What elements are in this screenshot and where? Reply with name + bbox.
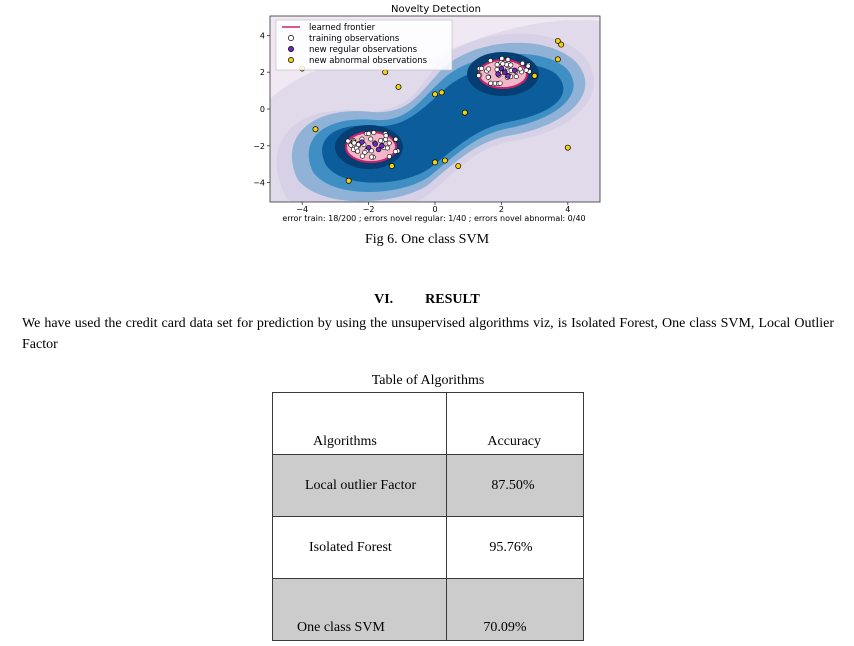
training-point <box>498 81 502 85</box>
training-point <box>387 154 391 158</box>
abnormal-point <box>462 110 467 115</box>
training-point <box>518 67 522 71</box>
abnormal-point <box>389 163 394 168</box>
abnormal-point <box>532 73 537 78</box>
abnormal-point <box>555 57 560 62</box>
training-point <box>346 139 350 143</box>
row-accuracy: 87.50% <box>491 477 535 493</box>
abnormal-point <box>396 84 401 89</box>
training-point <box>486 75 490 79</box>
x-tick-label: −4 <box>296 205 309 214</box>
regular-point <box>496 72 501 77</box>
header-algorithms: Algorithms <box>313 434 377 449</box>
y-tick-label: 4 <box>259 31 265 41</box>
abnormal-point <box>383 70 388 75</box>
legend <box>276 20 452 70</box>
table-row <box>273 455 584 517</box>
training-point <box>387 141 391 145</box>
training-point <box>384 133 388 137</box>
y-tick-label: 0 <box>259 105 265 114</box>
training-point <box>378 139 382 143</box>
section-title: RESULT <box>425 292 480 307</box>
training-point <box>524 68 528 72</box>
training-point <box>486 67 490 71</box>
abnormal-point <box>432 92 437 97</box>
training-point <box>479 66 483 70</box>
training-point <box>372 130 376 134</box>
training-point <box>506 57 510 61</box>
training-point <box>520 61 524 65</box>
regular-point <box>360 140 365 145</box>
abnormal-point <box>559 42 564 47</box>
section-number: VI. <box>374 292 394 307</box>
legend-learned-frontier: learned frontier <box>309 23 376 33</box>
x-tick-label: 2 <box>498 205 504 214</box>
legend-regular: new regular observations <box>309 45 418 55</box>
figure-title: Novelty Detection <box>390 4 482 15</box>
training-point <box>501 62 505 66</box>
row-accuracy: 95.76% <box>489 539 533 555</box>
training-point <box>385 146 389 150</box>
table-header-row <box>273 393 584 455</box>
regular-point <box>366 145 371 150</box>
x-axis-label: error train: 18/200 ; errors novel regular: 1/40 ; errors novel abnormal: 0/40 <box>282 214 586 223</box>
novelty-detection-figure <box>253 0 614 226</box>
y-axis <box>253 31 270 187</box>
training-point <box>360 154 364 158</box>
training-point <box>500 56 504 60</box>
row-algorithm: Local outlier Factor <box>305 477 417 493</box>
header-accuracy: Accuracy <box>487 434 542 449</box>
abnormal-point <box>565 145 570 150</box>
training-point <box>476 73 480 77</box>
x-axis <box>296 202 570 214</box>
training-point <box>352 141 356 145</box>
row-algorithm: Isolated Forest <box>309 539 392 555</box>
training-point <box>514 74 518 78</box>
regular-point <box>373 142 378 147</box>
regular-point <box>506 73 511 78</box>
abnormal-point <box>432 160 437 165</box>
algorithms-table <box>272 392 584 641</box>
training-point <box>367 131 371 135</box>
legend-abnormal: new abnormal observations <box>309 56 428 66</box>
table-row <box>273 579 584 641</box>
row-accuracy: 70.09% <box>483 620 527 635</box>
training-point <box>488 58 492 62</box>
row-algorithm: One class SVM <box>297 620 385 635</box>
abnormal-point <box>313 127 318 132</box>
abnormal-point <box>346 178 351 183</box>
training-point <box>393 149 397 153</box>
table-row <box>273 517 584 579</box>
y-tick-label: −4 <box>253 178 265 188</box>
regular-point <box>499 66 504 71</box>
y-tick-label: 2 <box>259 68 265 78</box>
x-tick-label: 0 <box>432 205 438 214</box>
x-tick-label: 4 <box>565 205 571 214</box>
section-heading <box>0 292 854 308</box>
training-point <box>369 155 373 159</box>
legend-training: training observations <box>309 34 400 44</box>
training-point <box>355 149 359 153</box>
x-tick-label: −2 <box>362 205 375 214</box>
result-paragraph: We have used the credit card data set for prediction by using the unsupervised algorithms viz, is Isolated Forest, One class SVM, Local Outlier Factor <box>22 316 834 352</box>
training-point <box>509 63 513 67</box>
abnormal-point <box>456 163 461 168</box>
abnormal-point <box>439 90 444 95</box>
table-caption: Table of Algorithms <box>371 373 485 388</box>
y-tick-label: −2 <box>253 141 265 151</box>
training-point <box>488 81 492 85</box>
regular-point <box>379 143 384 148</box>
training-point <box>495 67 499 71</box>
regular-point <box>512 68 517 73</box>
figure-caption: Fig 6. One class SVM <box>364 232 490 247</box>
training-point <box>394 137 398 141</box>
abnormal-point <box>442 158 447 163</box>
training-point <box>526 64 530 68</box>
training-point <box>369 137 373 141</box>
